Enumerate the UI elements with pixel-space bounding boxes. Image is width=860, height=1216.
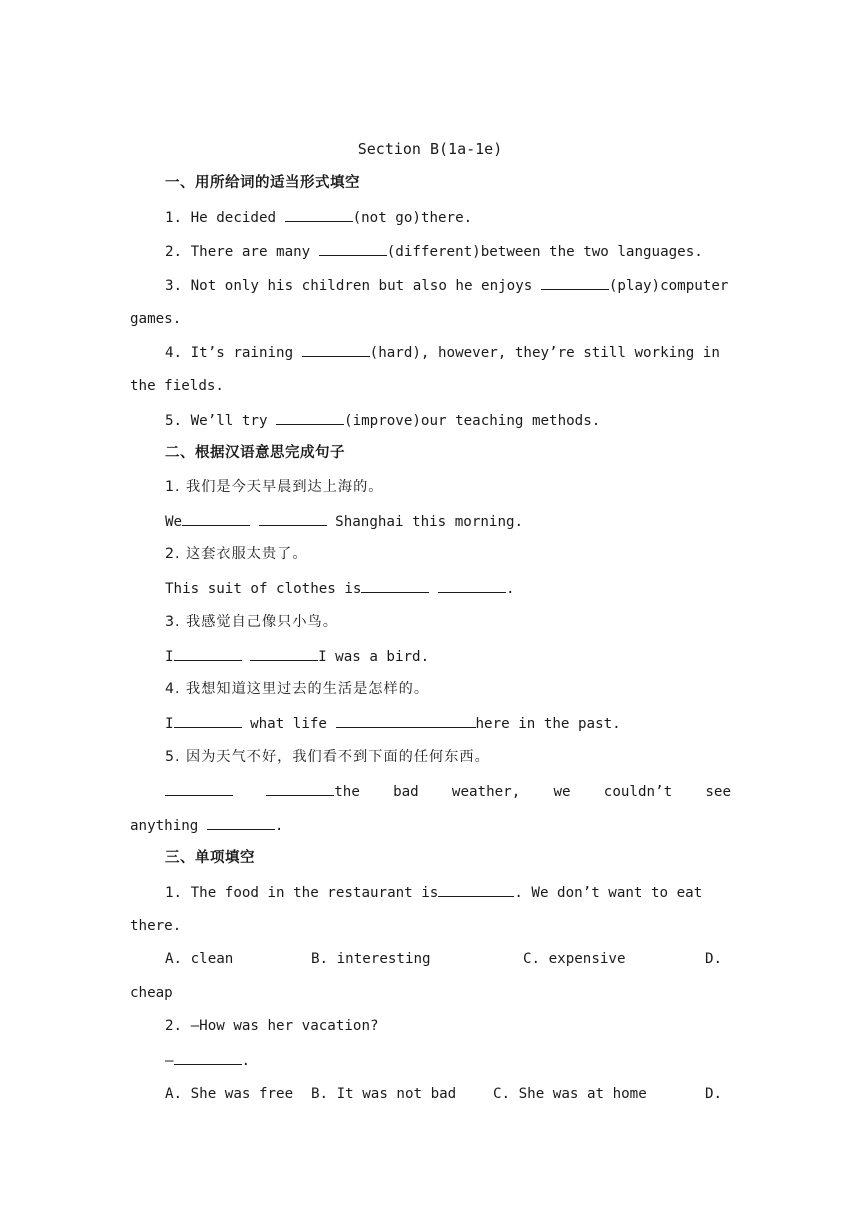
p1-item-4 [165,342,720,363]
p1-item-5-text: 5. We’ll try [165,413,277,429]
p2-item-5-cont [130,815,283,836]
p2-item-4-mid: what life [241,716,336,732]
p1-item-4-cont: the fields. [130,378,224,394]
p1-item-1-text: 1. He decided [165,210,285,226]
p2-item-4-chinese: 4. 我想知道这里过去的生活是怎样的。 [165,681,430,697]
p2-item-3 [165,646,429,667]
p3-q1-text-end: . We don’t want to eat [514,885,703,901]
p3-q2-option-d[interactable]: D. [705,1086,723,1102]
p1-item-1-hint: (not go)there. [352,210,473,226]
section-title: Section B(1a-1e) [357,140,503,158]
p3-q1-option-d[interactable]: D. [705,951,723,967]
p2-item-4-end: here in the past. [475,716,621,732]
p2-item-5-text: the bad weather, we couldn’t see [334,784,731,800]
p1-item-3-cont: games. [130,311,182,327]
p2-item-1-chinese: 1. 我们是今天早晨到达上海的。 [165,479,384,495]
answer-blank[interactable] [207,815,275,830]
p1-item-3-hint: (play)computer [608,278,729,294]
answer-blank[interactable] [250,646,318,661]
p3-q2-option-b[interactable]: B. It was not bad [311,1086,457,1102]
p1-item-5-hint: (improve)our teaching methods. [344,413,601,429]
p2-item-3-chinese: 3. 我感觉自己像只小鸟。 [165,614,338,630]
p3-q1-stem [165,882,702,903]
p3-q2-stem: 2. —How was her vacation? [165,1018,379,1034]
part3-heading: 三、单项填空 [165,850,255,866]
answer-blank[interactable] [541,275,609,290]
p3-q2-answer [165,1050,250,1071]
period: . [241,1053,251,1069]
p1-item-3-text: 3. Not only his children but also he enjoys [165,278,541,294]
answer-blank[interactable] [438,882,514,897]
part1-heading: 一、用所给词的适当形式填空 [165,175,360,191]
p1-item-5 [165,410,600,431]
answer-blank[interactable] [165,781,233,796]
p3-q1-option-c[interactable]: C. expensive [523,951,626,967]
p1-item-2-text: 2. There are many [165,244,319,260]
p2-item-2-text: This suit of clothes is [165,581,362,597]
answer-blank[interactable] [361,578,429,593]
p1-item-4-text: 4. It’s raining [165,345,302,361]
part2-heading: 二、根据汉语意思完成句子 [165,445,345,461]
p2-item-2-chinese: 2. 这套衣服太贵了。 [165,546,308,562]
p2-item-5-end: . [274,818,284,834]
answer-blank[interactable] [285,207,353,222]
answer-blank[interactable] [182,511,250,526]
answer-blank[interactable] [438,578,506,593]
p3-q1-stem-cont: there. [130,918,182,934]
p3-q1-text: 1. The food in the restaurant is [165,885,439,901]
p1-item-3 [165,275,728,296]
p2-item-3-end: I was a bird. [318,649,430,665]
p1-item-2 [165,241,703,262]
p1-item-1 [165,207,472,228]
answer-blank[interactable] [266,781,334,796]
p3-q1-option-d-text[interactable]: cheap [130,985,173,1001]
p2-item-3-text: I [165,649,174,665]
p1-item-4-hint: (hard), however, they’re still working in [369,345,720,361]
answer-blank[interactable] [174,646,242,661]
p2-item-1-text: We [165,514,183,530]
p2-item-5 [165,781,731,802]
p1-item-2-hint: (different)between the two languages. [386,244,703,260]
answer-blank[interactable] [276,410,344,425]
answer-blank[interactable] [302,342,370,357]
p2-item-2-end: . [506,581,515,597]
p3-q2-option-c[interactable]: C. She was at home [493,1086,647,1102]
dash: — [165,1053,174,1069]
answer-blank[interactable] [319,241,387,256]
p2-item-5-cont-text: anything [130,818,207,834]
p2-item-2 [165,578,515,599]
p2-item-4-text: I [165,716,174,732]
p2-item-1-end: Shanghai this morning. [326,514,524,530]
answer-blank[interactable] [259,511,327,526]
p2-item-4 [165,713,621,734]
answer-blank[interactable] [174,1050,242,1065]
p2-item-5-chinese: 5. 因为天气不好，我们看不到下面的任何东西。 [165,749,490,765]
p3-q1-option-b[interactable]: B. interesting [311,951,431,967]
p3-q1-option-a[interactable]: A. clean [165,951,234,967]
answer-blank[interactable] [174,713,242,728]
p2-item-1 [165,511,523,532]
p3-q2-option-a[interactable]: A. She was free [165,1086,294,1102]
answer-blank[interactable] [336,713,476,728]
